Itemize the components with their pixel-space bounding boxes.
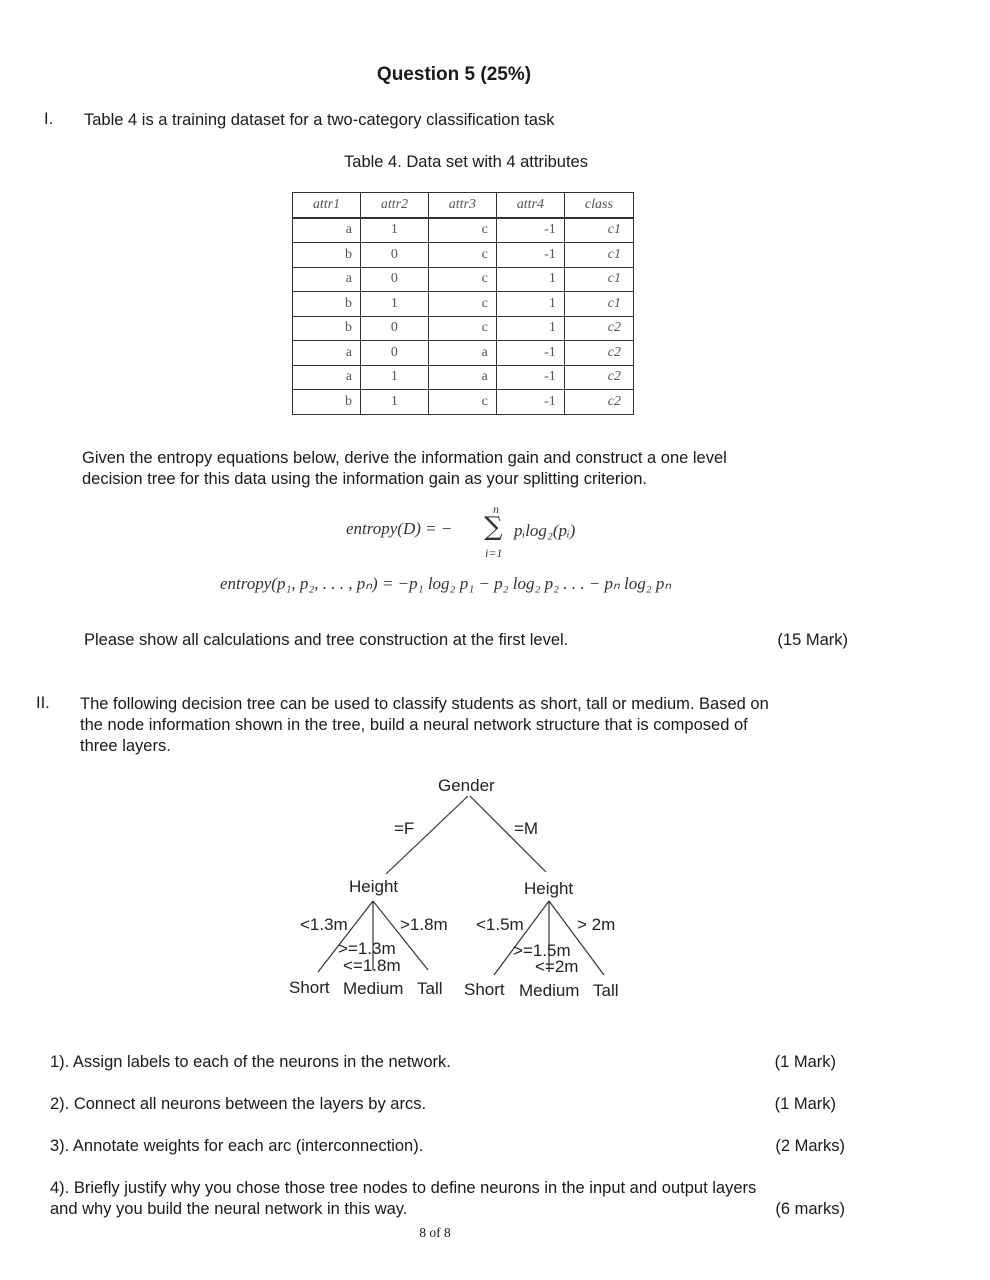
formula-1-rhs: pᵢlog₂(pᵢ) [514, 521, 576, 540]
header-attr4: attr4 [496, 193, 564, 218]
task-1-text: 1). Assign labels to each of the neurons in the network. [50, 1053, 451, 1071]
part-2-line-1: The following decision tree can be used to classify students as short, tall or medium. Based on [80, 695, 769, 713]
right-node-height: Height [524, 879, 574, 898]
table-cell-attr4: -1 [496, 341, 564, 366]
table-cell-class: c2 [564, 316, 633, 341]
formula-1-lhs: entropy(D) = − [346, 519, 453, 538]
right-leaf-medium: Medium [519, 981, 580, 1000]
left-branch-mid-2: <=1.8m [343, 956, 401, 975]
root-node-gender: Gender [438, 776, 495, 795]
right-branch-lt: <1.5m [476, 915, 524, 934]
edge-label-female: =F [394, 819, 415, 838]
task-4-mark: (6 marks) [775, 1200, 845, 1218]
table-cell-attr2: 0 [360, 243, 428, 268]
table-cell-attr2: 1 [360, 365, 428, 390]
table-cell-attr3: c [428, 316, 496, 341]
right-leaf-tall: Tall [593, 981, 619, 1000]
formula-1-sum-symbol: ∑ [484, 512, 503, 542]
right-branch-gt: > 2m [577, 915, 616, 934]
formula-1-sum-top: n [493, 502, 499, 516]
table-cell-attr4: 1 [496, 316, 564, 341]
table-cell-attr1: a [293, 365, 361, 390]
table-cell-class: c1 [564, 243, 633, 268]
right-leaf-short: Short [464, 980, 505, 999]
header-attr1: attr1 [293, 193, 361, 218]
table-caption: Table 4. Data set with 4 attributes [344, 153, 588, 171]
table-cell-attr1: b [293, 292, 361, 317]
table-cell-class: c2 [564, 365, 633, 390]
instruction-line-1: Given the entropy equations below, derive the information gain and construct a one level [82, 449, 727, 467]
instruction-line-2: decision tree for this data using the information gain as your splitting criterion. [82, 470, 647, 488]
left-leaf-medium: Medium [343, 979, 404, 998]
right-branch-mid-2: <=2m [535, 957, 579, 976]
table-cell-class: c2 [564, 390, 633, 415]
table-cell-attr1: b [293, 390, 361, 415]
question-title: Question 5 (25%) [376, 64, 532, 85]
part-2-line-2: the node information shown in the tree, build a neural network structure that is composed of [80, 716, 748, 734]
table-cell-attr4: 1 [496, 292, 564, 317]
edge-label-male: =M [514, 819, 539, 838]
table-cell-attr1: b [293, 243, 361, 268]
task-1-mark: (1 Mark) [774, 1053, 836, 1071]
table-cell-class: c2 [564, 341, 633, 366]
table-cell-attr3: a [428, 341, 496, 366]
table-cell-attr3: a [428, 365, 496, 390]
header-class: class [564, 193, 633, 218]
table-cell-attr1: a [293, 267, 361, 292]
table-cell-attr2: 0 [360, 316, 428, 341]
task-4-text: 4). Briefly justify why you chose those tree nodes to define neurons in the input and output layers [50, 1179, 757, 1197]
table-cell-class: c1 [564, 267, 633, 292]
calculation-note: Please show all calculations and tree construction at the first level. [84, 631, 569, 649]
table-cell-attr3: c [428, 390, 496, 415]
header-attr2: attr2 [360, 193, 428, 218]
left-branch-lt: <1.3m [300, 915, 348, 934]
task-2-mark: (1 Mark) [774, 1095, 836, 1113]
table-cell-attr2: 0 [360, 341, 428, 366]
task-3-mark: (2 Marks) [775, 1137, 845, 1155]
task-4-text-2: and why you build the neural network in this way. [50, 1200, 408, 1218]
table-cell-class: c1 [564, 292, 633, 317]
table-cell-attr4: -1 [496, 390, 564, 415]
formula-1-sum-bottom: i=1 [485, 546, 503, 560]
table-cell-attr2: 1 [360, 292, 428, 317]
left-branch-gt: >1.8m [400, 915, 448, 934]
left-node-height: Height [349, 877, 399, 896]
table-cell-attr1: a [293, 218, 361, 243]
table-cell-attr1: a [293, 341, 361, 366]
table-cell-attr3: c [428, 292, 496, 317]
left-leaf-tall: Tall [417, 979, 443, 998]
header-attr3: attr3 [428, 193, 496, 218]
table-cell-attr4: -1 [496, 365, 564, 390]
part-2-line-3: three layers. [80, 737, 171, 755]
part-2-number: II. [36, 694, 50, 712]
task-3-text: 3). Annotate weights for each arc (interconnection). [50, 1137, 424, 1155]
table-cell-attr1: b [293, 316, 361, 341]
table-cell-attr3: c [428, 218, 496, 243]
table-cell-attr2: 1 [360, 390, 428, 415]
right-branch-mid-1: >=1.5m [513, 941, 571, 960]
table-cell-attr2: 0 [360, 267, 428, 292]
part-1-intro: Table 4 is a training dataset for a two-category classification task [84, 111, 555, 129]
table-cell-attr4: -1 [496, 243, 564, 268]
page-number: 8 of 8 [419, 1225, 451, 1240]
table-cell-class: c1 [564, 218, 633, 243]
left-leaf-short: Short [289, 978, 330, 997]
formula-2: entropy(p₁, p₂, . . . , pₙ) = −p₁ log₂ p₁ − p₂ log₂ p₂ . . . − pₙ log₂ pₙ [220, 574, 672, 593]
part-1-number: I. [44, 110, 54, 128]
left-branch-mid-1: >=1.3m [338, 939, 396, 958]
table-cell-attr3: c [428, 243, 496, 268]
calculation-note-mark: (15 Mark) [777, 631, 848, 649]
table-cell-attr4: 1 [496, 267, 564, 292]
table-cell-attr4: -1 [496, 218, 564, 243]
table-cell-attr3: c [428, 267, 496, 292]
table-cell-attr2: 1 [360, 218, 428, 243]
task-2-text: 2). Connect all neurons between the layers by arcs. [50, 1095, 427, 1113]
